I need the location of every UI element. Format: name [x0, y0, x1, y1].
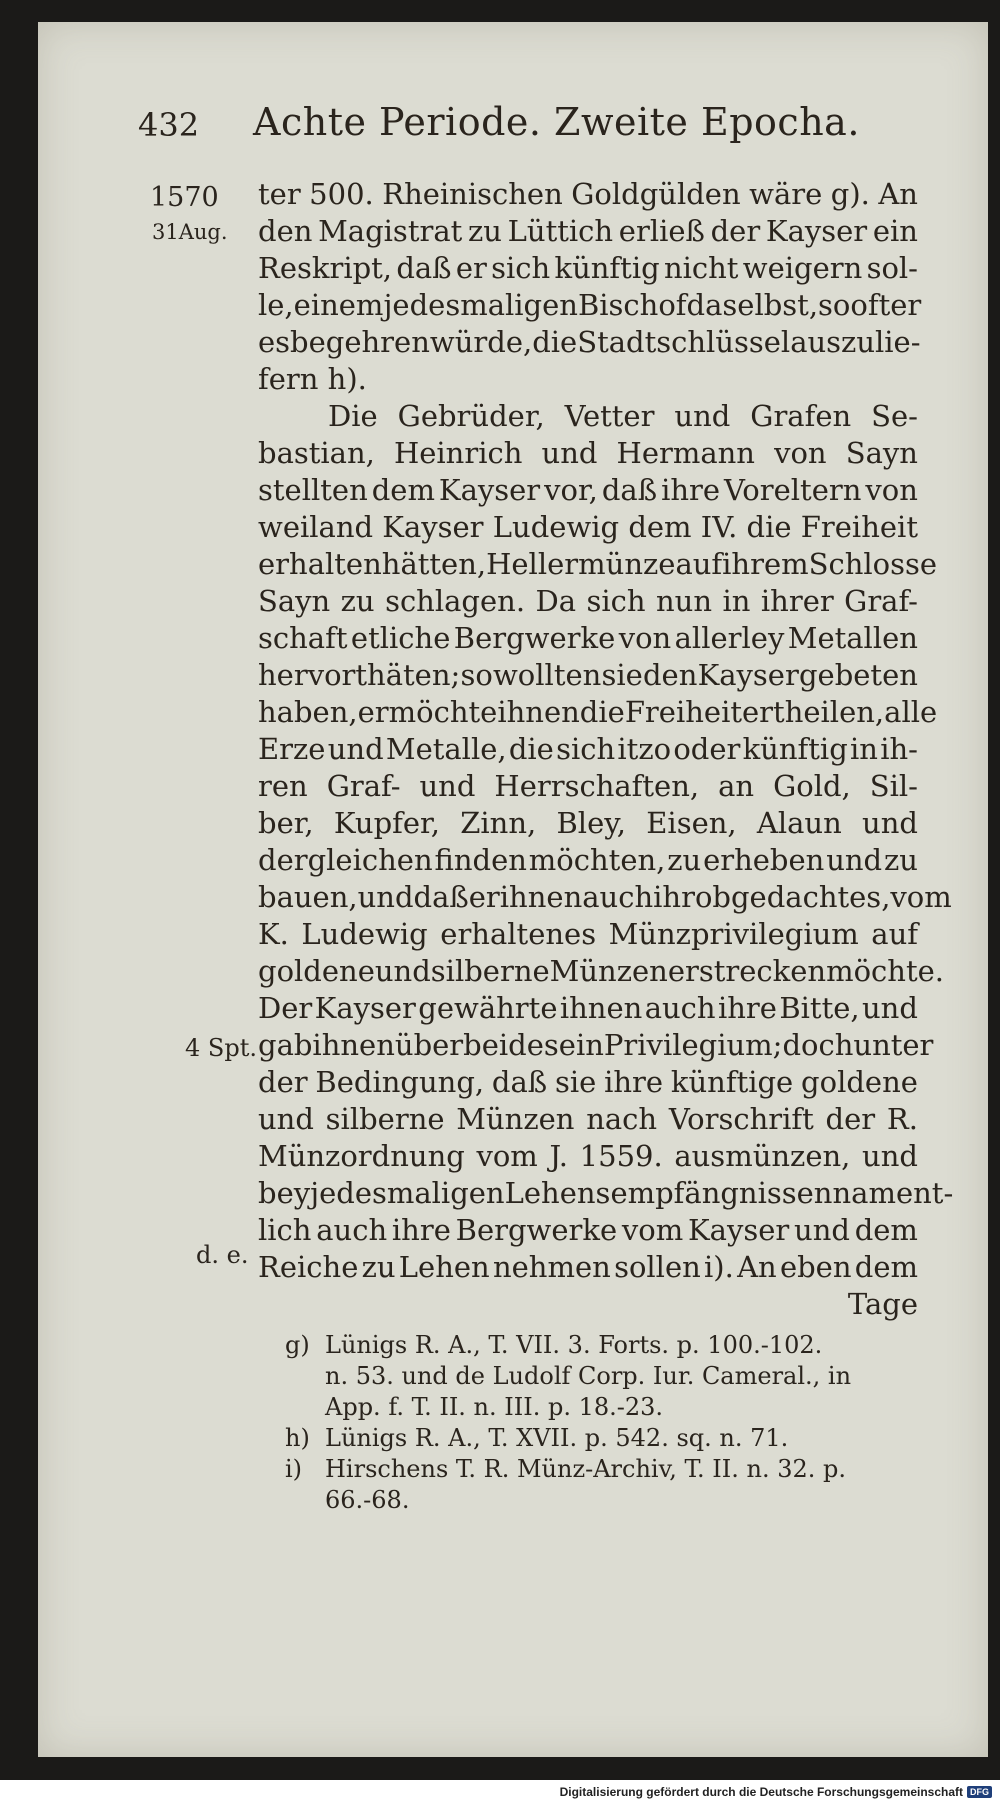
- text-line: gab ihnen über beides ein Privilegium; doch unter: [258, 1028, 934, 1062]
- footnote-line: Lünigs R. A., T. VII. 3. Forts. p. 100.-102.: [325, 1331, 823, 1359]
- text-line: haben, er möchte ihnen die Freiheit ertheilen, alle: [258, 695, 938, 729]
- text-line: den Magistrat zu Lüttich erließ der Kayser ein: [258, 214, 918, 248]
- text-line: bauen, und daß er ihnen auch ihr obgedachtes, vom: [258, 880, 952, 914]
- text-line: stellten dem Kayser vor, daß ihre Voreltern von: [258, 473, 918, 507]
- footnote-mark: g): [285, 1331, 310, 1359]
- text-line: Tage: [847, 1287, 918, 1321]
- footnote-mark: i): [285, 1455, 303, 1483]
- text-line: der Bedingung, daß sie ihre künftige goldene: [258, 1065, 918, 1099]
- text-line: fern h).: [258, 362, 367, 396]
- text-line: lich auch ihre Bergwerke vom Kayser und dem: [258, 1213, 918, 1247]
- footnote-line: Lünigs R. A., T. XVII. p. 542. sq. n. 71.: [325, 1424, 789, 1452]
- text-line: Sayn zu schlagen. Da sich nun in ihrer Graf-: [258, 584, 918, 618]
- text-line: Münzordnung vom J. 1559. ausmünzen, und: [258, 1139, 918, 1173]
- text-line: Erze und Metalle, die sich itzo oder künftig in ih-: [258, 732, 918, 766]
- text-line: und silberne Münzen nach Vorschrift der R.: [258, 1102, 918, 1136]
- footnote-line: App. f. T. II. n. III. p. 18.-23.: [325, 1393, 664, 1421]
- text-line: schaft etliche Bergwerke von allerley Metallen: [258, 621, 918, 655]
- footnote-line: Hirschens T. R. Münz-Archiv, T. II. n. 32. p.: [325, 1455, 847, 1483]
- footnotes: [285, 1330, 925, 1516]
- text-line: le, einem jedesmaligen Bischof daselbst, so oft er: [258, 288, 922, 322]
- footnote-text: [325, 1454, 925, 1516]
- page-header: [138, 100, 898, 152]
- text-line: ber, Kupfer, Zinn, Bley, Eisen, Alaun und: [258, 806, 918, 840]
- footnote-text: [325, 1330, 925, 1423]
- text-line: weiland Kayser Ludewig dem IV. die Freiheit: [258, 510, 918, 544]
- footnote-line: 66.-68.: [325, 1486, 410, 1514]
- page-number: 432: [138, 106, 200, 144]
- text-line: ren Graf- und Herrschaften, an Gold, Sil-: [258, 769, 918, 803]
- dfg-logo: DFG: [967, 1786, 992, 1798]
- footnote-line: n. 53. und de Ludolf Corp. Iur. Cameral., in: [325, 1362, 852, 1390]
- footnote-mark: h): [285, 1424, 310, 1452]
- margin-year: 1570: [150, 182, 219, 213]
- text-line: Die Gebrüder, Vetter und Grafen Se-: [328, 399, 918, 433]
- text-line: K. Ludewig erhaltenes Münzprivilegium auf: [258, 917, 918, 951]
- margin-date-4spt: 4 Spt.: [185, 1034, 257, 1062]
- footnote: [285, 1454, 925, 1516]
- text-line: bastian, Heinrich und Hermann von Sayn: [258, 436, 918, 470]
- footnote-text: [325, 1423, 925, 1454]
- text-line: Der Kayser gewährte ihnen auch ihre Bitte, und: [258, 991, 918, 1025]
- text-line: Reiche zu Lehen nehmen sollen i). An eben dem: [258, 1250, 918, 1284]
- digitization-credit: [560, 1785, 992, 1799]
- footnote: [285, 1423, 925, 1454]
- text-line: erhalten hätten, Hellermünze auf ihrem Schlosse: [258, 547, 938, 581]
- running-title: Achte Periode. Zweite Epocha.: [253, 100, 860, 144]
- text-line: es begehren würde, die Stadtschlüssel auszulie-: [258, 325, 921, 359]
- text-line: goldene und silberne Münzen erstrecken möchte.: [258, 954, 945, 988]
- text-line: dergleichen finden möchten, zu erheben und zu: [258, 843, 918, 877]
- main-text: [258, 176, 954, 1323]
- text-line: ter 500. Rheinischen Goldgülden wäre g). An: [258, 177, 918, 211]
- footnote: [285, 1330, 925, 1423]
- credit-text: Digitalisierung gefördert durch die Deutsche Forschungsgemeinschaft: [559, 1785, 963, 1799]
- text-line: bey jedesmaligen Lehensempfängnissen nament-: [258, 1176, 954, 1210]
- margin-date-31aug: 31Aug.: [152, 220, 228, 244]
- text-line: hervorthäten; so wollten sie den Kayser gebeten: [258, 658, 918, 692]
- text-line: Reskript, daß er sich künftig nicht weigern sol-: [258, 251, 918, 285]
- margin-date-de: d. e.: [196, 1241, 249, 1269]
